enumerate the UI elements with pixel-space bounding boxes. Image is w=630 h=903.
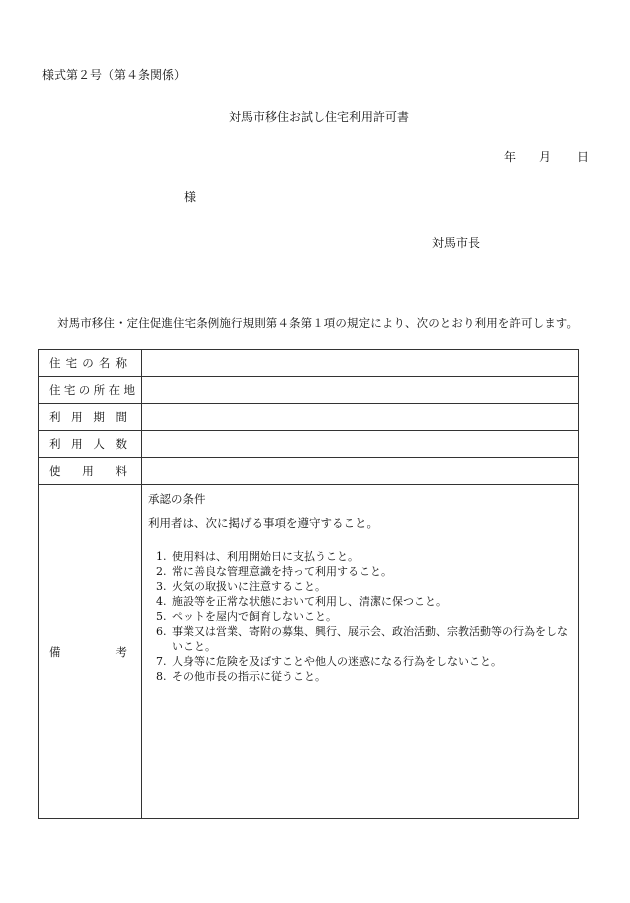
table-row <box>39 458 579 485</box>
remarks-label: 備 考 <box>49 644 127 659</box>
list-item-text: その他市長の指示に従うこと。 <box>172 670 326 683</box>
permit-table <box>38 349 579 819</box>
page-title: 対馬市移住お試し住宅利用許可書 <box>229 110 410 124</box>
list-item-number: 2. <box>156 565 167 578</box>
date-month: 月 <box>539 150 552 164</box>
table-row <box>39 404 579 431</box>
list-item-number: 4. <box>156 595 167 608</box>
main-text: 対馬市移住・定住促進住宅条例施行規則第４条第１項の規定により、次のとおり利用を許可します。 <box>57 316 579 330</box>
list-item-text: 事業又は営業、寄附の募集、興行、展示会、政治活動、宗教活動等の行為をしないこと。 <box>172 625 568 653</box>
table-label <box>39 485 142 819</box>
list-item <box>156 594 570 609</box>
list-item <box>156 579 570 594</box>
list-item-text: ペットを屋内で飼育しないこと。 <box>172 610 337 623</box>
list-item-text: 施設等を正常な状態において利用し、清潔に保つこと。 <box>172 595 447 608</box>
list-item-text: 人身等に危険を及ぼすことや他人の迷惑になる行為をしないこと。 <box>172 655 502 668</box>
remarks-content <box>142 485 579 819</box>
table-value[interactable] <box>142 431 579 458</box>
conditions-intro: 利用者は、次に掲げる事項を遵守すること。 <box>148 516 378 530</box>
table-label <box>39 431 142 458</box>
table-label-text: 住 宅 の 所 在 地 <box>49 383 135 397</box>
conditions-title: 承認の条件 <box>148 492 206 506</box>
table-label <box>39 377 142 404</box>
list-item-number: 7. <box>156 655 167 668</box>
list-item <box>156 654 570 669</box>
list-item-text: 使用料は、利用開始日に支払うこと。 <box>172 550 359 563</box>
list-item-number: 1. <box>156 550 167 563</box>
conditions-list <box>148 549 570 684</box>
table-value[interactable] <box>142 458 579 485</box>
form-number: 様式第２号（第４条関係） <box>42 68 187 82</box>
date-year: 年 <box>504 150 517 164</box>
date-day: 日 <box>577 150 590 164</box>
table-row <box>39 350 579 377</box>
list-item-text: 火気の取扱いに注意すること。 <box>172 580 326 593</box>
list-item <box>156 669 570 684</box>
list-item <box>156 609 570 624</box>
list-item <box>156 549 570 564</box>
list-item-text: 常に善良な管理意識を持って利用すること。 <box>172 565 392 578</box>
table-row-remarks <box>39 485 579 819</box>
table-label-text: 住 宅 の 名 称 <box>49 356 127 370</box>
addressee: 様 <box>184 190 197 204</box>
list-item-number: 5. <box>156 610 167 623</box>
table-value[interactable] <box>142 377 579 404</box>
list-item-number: 8. <box>156 670 167 683</box>
table-label-text: 利 用 期 間 <box>49 410 127 424</box>
table-row <box>39 377 579 404</box>
table-row <box>39 431 579 458</box>
list-item-number: 3. <box>156 580 167 593</box>
list-item <box>156 624 570 654</box>
table-label <box>39 404 142 431</box>
issuer: 対馬市長 <box>432 236 481 250</box>
table-label-text: 利 用 人 数 <box>49 437 127 451</box>
list-item-number: 6. <box>156 625 167 638</box>
table-value[interactable] <box>142 404 579 431</box>
table-value[interactable] <box>142 350 579 377</box>
table-label <box>39 350 142 377</box>
date-line <box>504 148 589 165</box>
table-label-text: 使 用 料 <box>49 464 127 478</box>
table-label <box>39 458 142 485</box>
list-item <box>156 564 570 579</box>
